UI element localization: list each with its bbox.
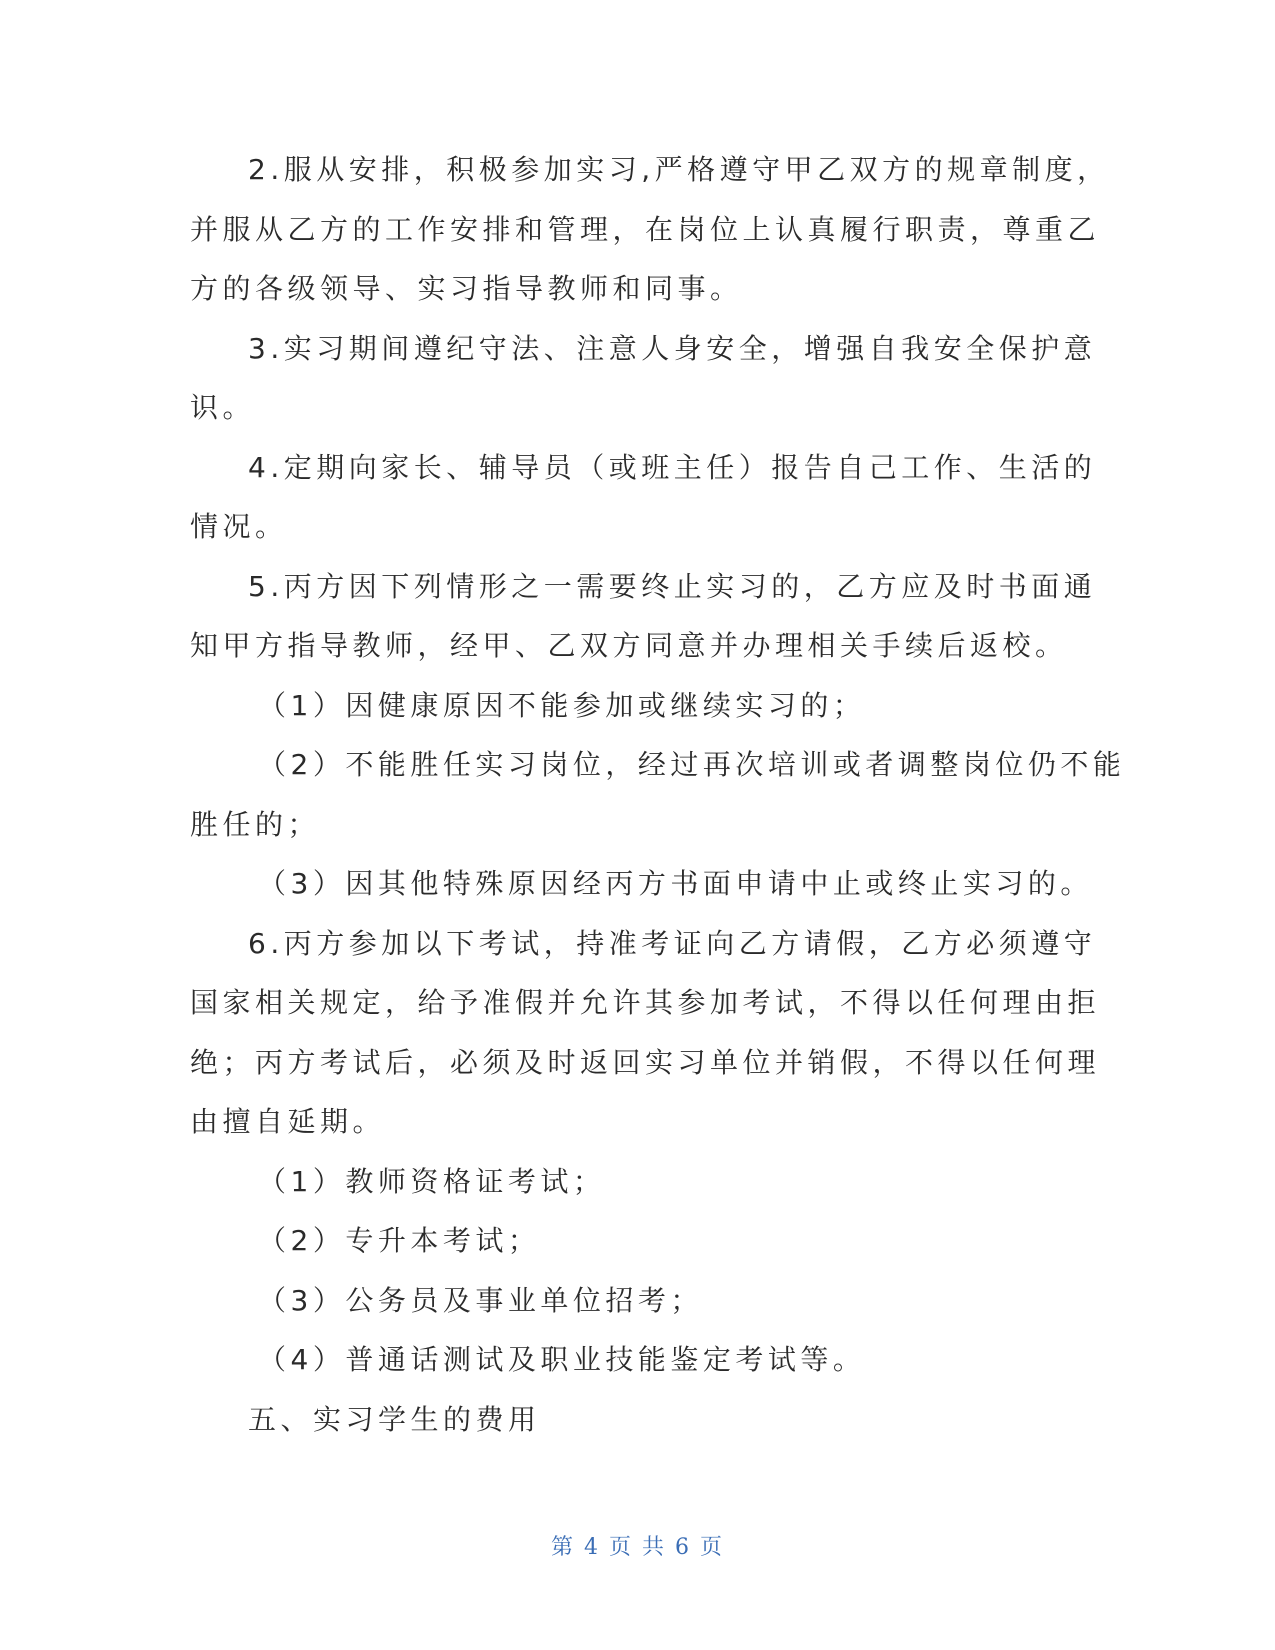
paragraph-line: 知甲方指导教师，经甲、乙双方同意并办理相关手续后返校。 (190, 629, 1068, 662)
paragraph-line: 情况。 (190, 510, 288, 543)
paragraph-line: 4.定期向家长、辅导员（或班主任）报告自己工作、生活的 (248, 450, 1097, 484)
list-item: （1）因健康原因不能参加或继续实习的； (258, 688, 866, 722)
list-item: （3）公务员及事业单位招考； (258, 1283, 703, 1317)
paragraph-line: 5.丙方因下列情形之一需要终止实习的，乙方应及时书面通 (248, 569, 1097, 603)
list-item: （2）不能胜任实习岗位，经过再次培训或者调整岗位仍不能 (258, 748, 1126, 781)
paragraph-line: 3.实习期间遵纪守法、注意人身安全，增强自我安全保护意 (248, 331, 1097, 365)
paragraph-line: 6.丙方参加以下考试，持准考证向乙方请假，乙方必须遵守 (248, 926, 1097, 960)
paragraph-line: 识。 (190, 391, 256, 424)
list-item: （2）专升本考试； (258, 1224, 541, 1257)
list-item: （4）普通话测试及职业技能鉴定考试等。 (258, 1343, 866, 1376)
paragraph-line: 方的各级领导、实习指导教师和同事。 (190, 272, 743, 305)
list-item: （1）教师资格证考试； (258, 1164, 606, 1198)
paragraph-line: 并服从乙方的工作安排和管理，在岗位上认真履行职责，尊重乙 (190, 212, 1101, 246)
section-heading: 五、实习学生的费用 (248, 1402, 541, 1436)
document-body (190, 140, 1126, 1449)
list-item: （3）因其他特殊原因经丙方书面申请中止或终止实习的。 (258, 867, 1093, 900)
paragraph-line: 国家相关规定，给予准假并允许其参加考试，不得以任何理由拒 (190, 986, 1101, 1019)
page-number: 第 4 页 共 6 页 (551, 1535, 724, 1560)
paragraph-line: 由擅自延期。 (190, 1105, 386, 1138)
paragraph-line: 2.服从安排，积极参加实习,严格遵守甲乙双方的规章制度， (248, 153, 1110, 186)
paragraph-line: 胜任的； (190, 807, 321, 841)
paragraph-line: 绝；丙方考试后，必须及时返回实习单位并销假，不得以任何理 (190, 1045, 1101, 1079)
